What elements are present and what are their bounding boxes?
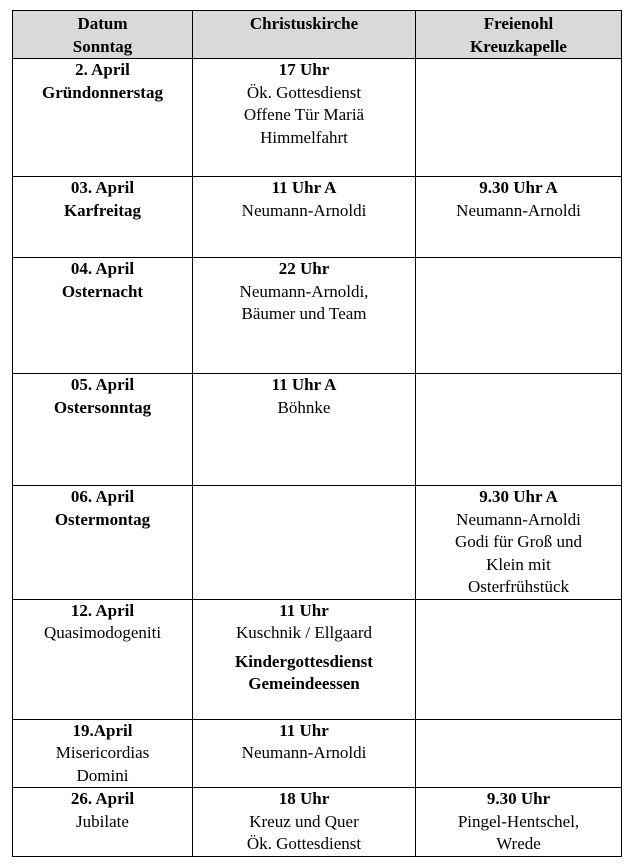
church-cell [193,258,416,374]
day-label: Jubilate [76,811,129,831]
table-row [13,177,622,258]
header-church-line-1: Christuskirche [249,14,359,33]
church-time: 22 Uhr [278,259,330,278]
date-label: 06. April [70,487,135,506]
date-cell [13,719,193,788]
header-church [193,11,416,59]
table-row [13,258,622,374]
chapel-cell [416,374,622,486]
church-time: 17 Uhr [278,60,330,79]
church-time: 11 Uhr A [271,178,337,197]
chapel-line: Godi für Groß und [454,532,582,551]
date-label: 2. April [75,60,130,79]
header-chapel [416,11,622,59]
date-cell [13,177,193,258]
chapel-time: 9.30 Uhr A [479,178,558,197]
day-label: Ostermontag [54,509,151,529]
date-label: 04. April [70,259,135,278]
header-date [13,11,193,59]
church-line: Böhnke [277,397,331,417]
church-line: Kuschnik / Ellgaard [236,623,372,642]
church-line: Neumann-Arnoldi, [239,281,369,301]
church-time: 11 Uhr [279,600,329,620]
church-line: Neumann-Arnoldi [241,743,367,762]
day-label: Osternacht [61,281,144,301]
chapel-line: Klein mit [486,554,551,574]
church-line: Neumann-Arnoldi [241,200,367,220]
church-cell [193,59,416,177]
church-line: Kreuz und Quer [249,811,359,831]
chapel-line: Neumann-Arnoldi [456,509,581,529]
table-row [13,599,622,719]
chapel-time: 9.30 Uhr A [479,487,558,506]
church-line: Ök. Gottesdienst [246,834,362,853]
chapel-time: 9.30 Uhr [486,789,551,808]
chapel-line: Pingel-Hentschel, [457,811,580,831]
header-chapel-line-2: Kreuzkapelle [470,36,567,56]
chapel-line: Osterfrühstück [467,577,570,596]
church-line: Himmelfahrt [260,127,348,147]
day-label: Domini [76,765,129,785]
table-row [13,486,622,600]
chapel-cell [416,599,622,719]
date-cell [13,486,193,600]
church-time: 18 Uhr [278,789,330,808]
chapel-cell [416,486,622,600]
day-label: Gründonnerstag [42,82,163,102]
date-cell [13,374,193,486]
table-row [13,719,622,788]
date-cell [13,599,193,719]
church-line: Bäumer und Team [241,304,367,323]
chapel-line: Wrede [496,834,541,853]
chapel-cell [416,719,622,788]
service-schedule-table [12,10,622,857]
church-line: Offene Tür Mariä [243,105,365,124]
church-extra-line: Kindergottesdienst [235,651,373,671]
date-cell [13,59,193,177]
church-cell [193,486,416,600]
table-row [13,374,622,486]
date-label: 26. April [70,789,135,808]
church-cell [193,374,416,486]
chapel-cell [416,59,622,177]
date-cell [13,788,193,857]
church-line: Ök. Gottesdienst [246,82,362,102]
day-label: Misericordias [55,743,150,762]
church-time: 11 Uhr A [271,375,337,394]
church-cell [193,599,416,719]
church-cell [193,719,416,788]
chapel-cell [416,177,622,258]
chapel-line: Neumann-Arnoldi [456,200,581,220]
date-cell [13,258,193,374]
header-chapel-line-1: Freienohl [483,14,554,33]
date-label: 03. April [70,178,135,197]
table-row [13,59,622,177]
header-date-line-2: Sonntag [72,36,133,56]
header-row [13,11,622,59]
header-date-line-1: Datum [77,14,128,33]
day-label: Ostersonntag [53,397,152,417]
day-label: Quasimodogeniti [43,623,162,642]
church-time: 11 Uhr [279,720,329,740]
church-extra-line: Gemeindeessen [248,674,360,693]
date-label: 12. April [70,600,135,620]
chapel-cell [416,788,622,857]
date-label: 05. April [70,375,135,394]
church-cell [193,177,416,258]
date-label: 19.April [72,720,133,740]
church-cell [193,788,416,857]
day-label: Karfreitag [63,200,142,220]
chapel-cell [416,258,622,374]
table-row [13,788,622,857]
